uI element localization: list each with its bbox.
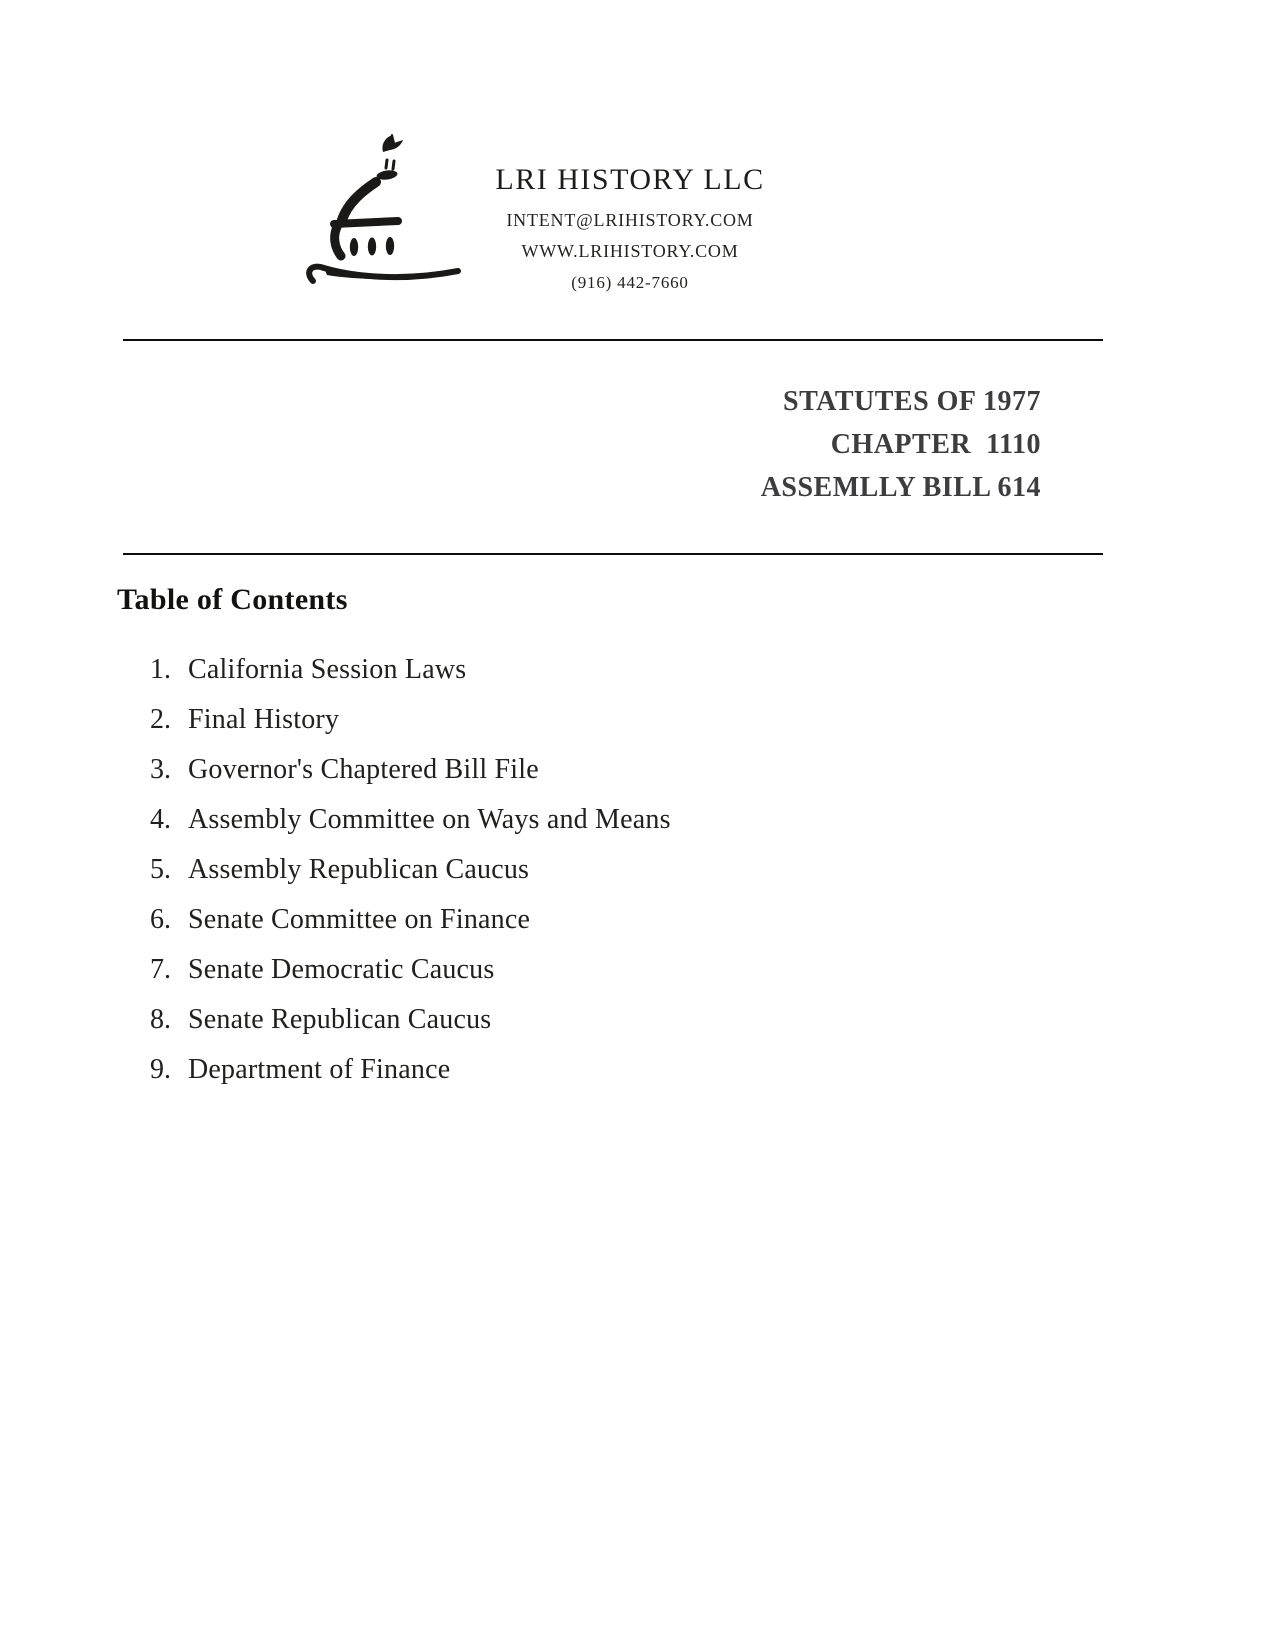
toc-item-number: 1. <box>150 654 171 685</box>
toc-item-label: Assembly Committee on Ways and Means <box>188 804 671 835</box>
toc-item <box>150 1045 910 1095</box>
divider-bottom <box>123 553 1103 555</box>
toc-item-label: Senate Democratic Caucus <box>188 954 495 985</box>
company-logo <box>297 130 465 292</box>
document-heading <box>761 380 1041 509</box>
toc-item <box>150 945 910 995</box>
toc-list <box>150 645 910 1095</box>
header-contact-block <box>450 161 810 298</box>
heading-statutes-line: STATUTES OF 1977 <box>783 386 1041 417</box>
company-name: LRI HISTORY LLC <box>495 163 765 196</box>
toc-item <box>150 695 910 745</box>
toc-item-label: Governor's Chaptered Bill File <box>188 754 539 785</box>
toc-item-label: Senate Republican Caucus <box>188 1004 492 1035</box>
toc-item <box>150 745 910 795</box>
toc-item-number: 9. <box>150 1054 171 1085</box>
divider-top <box>123 339 1103 341</box>
toc-item-number: 2. <box>150 704 171 735</box>
toc-item-number: 5. <box>150 854 171 885</box>
toc-item <box>150 895 910 945</box>
toc-item-number: 7. <box>150 954 171 985</box>
toc-item-number: 8. <box>150 1004 171 1035</box>
contact-block <box>450 205 810 298</box>
toc-item-label: Final History <box>188 704 340 735</box>
toc-title: Table of Contents <box>117 583 348 616</box>
toc-item <box>150 645 910 695</box>
capitol-dome-icon <box>297 130 465 292</box>
toc-item-label: Assembly Republican Caucus <box>188 854 530 885</box>
company-website: WWW.LRIHISTORY.COM <box>521 241 739 261</box>
toc-item <box>150 995 910 1045</box>
toc-item-label: Department of Finance <box>188 1054 451 1085</box>
toc-item <box>150 795 910 845</box>
toc-item-number: 3. <box>150 754 171 785</box>
toc-item-number: 6. <box>150 904 171 935</box>
toc-item <box>150 845 910 895</box>
toc-item-number: 4. <box>150 804 171 835</box>
heading-chapter-line: CHAPTER 1110 <box>830 429 1041 460</box>
toc-item-label: Senate Committee on Finance <box>188 904 531 935</box>
toc-item-label: California Session Laws <box>188 654 467 685</box>
heading-bill-line: ASSEMLLY BILL 614 <box>760 472 1041 503</box>
company-phone: (916) 442-7660 <box>571 273 689 292</box>
company-email: INTENT@LRIHISTORY.COM <box>506 210 754 230</box>
